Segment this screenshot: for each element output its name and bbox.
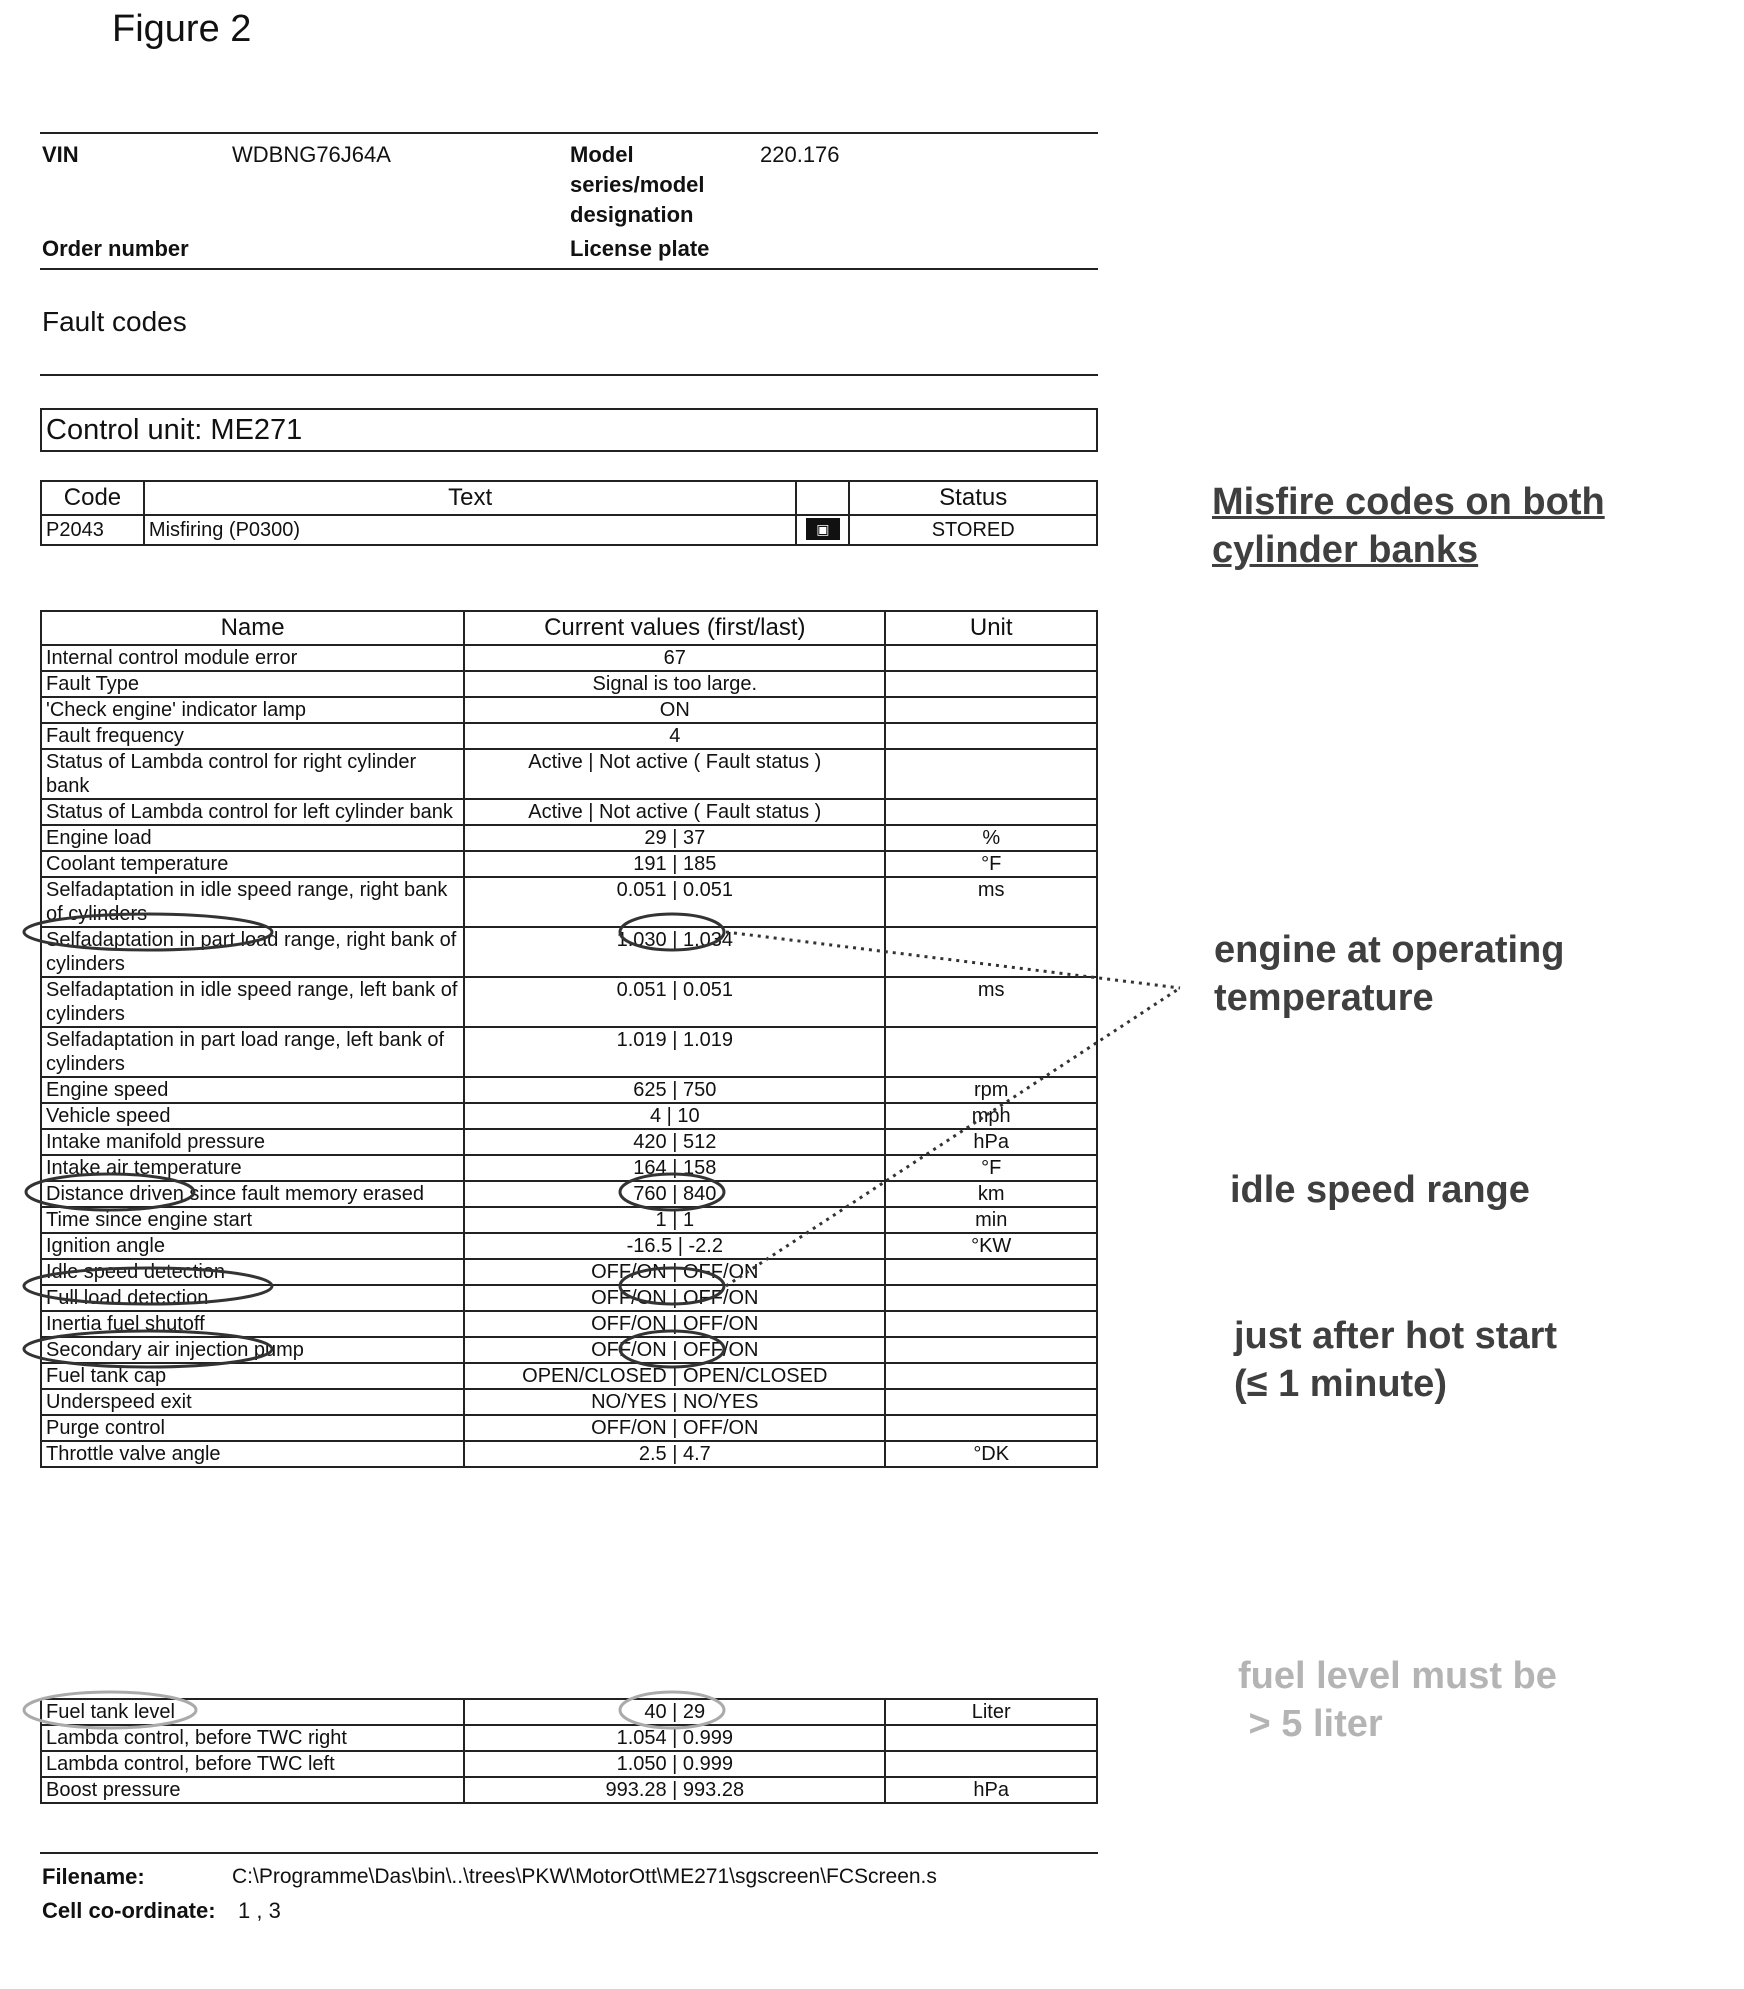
name-cell-intake-manifold-pressure: Intake manifold pressure — [41, 1129, 464, 1155]
table-row — [41, 851, 1097, 877]
table-row — [41, 723, 1097, 749]
annotation-operating-temperature: engine at operating temperature — [1214, 929, 1565, 1019]
unit-cell-distance-driven-since-fault-memory-erased: km — [885, 1181, 1097, 1207]
unit-cell-throttle-valve-angle: °DK — [885, 1441, 1097, 1467]
value-cell-idle-speed-detection: OFF/ON | OFF/ON — [464, 1259, 885, 1285]
unit-cell-full-load-detection — [885, 1285, 1097, 1311]
name-cell-check-engine-indicator-lamp: 'Check engine' indicator lamp — [41, 697, 464, 723]
name-cell-intake-air-temperature: Intake air temperature — [41, 1155, 464, 1181]
name-cell-coolant-temperature: Coolant temperature — [41, 851, 464, 877]
fault-text: Misfiring (P0300) — [144, 515, 797, 545]
table-row — [41, 1441, 1097, 1467]
fault-codes-rule — [40, 374, 1098, 376]
header-bottom-rule — [40, 268, 1098, 270]
fault-codes-title: Fault codes — [42, 306, 187, 337]
current-values-table — [40, 610, 1098, 1468]
unit-cell-engine-speed: rpm — [885, 1077, 1097, 1103]
table-row — [41, 1285, 1097, 1311]
value-cell-check-engine-indicator-lamp: ON — [464, 697, 885, 723]
cell-coordinate-value: 1 , 3 — [238, 1898, 281, 1923]
unit-cell-fault-frequency — [885, 723, 1097, 749]
unit-cell-intake-air-temperature: °F — [885, 1155, 1097, 1181]
table-row — [41, 1777, 1097, 1803]
value-cell-full-load-detection: OFF/ON | OFF/ON — [464, 1285, 885, 1311]
table-row — [41, 799, 1097, 825]
name-cell-status-of-lambda-control-for-left-cylinder-bank: Status of Lambda control for left cylinder bank — [41, 799, 464, 825]
value-cell-secondary-air-injection-pump: OFF/ON | OFF/ON — [464, 1337, 885, 1363]
annotation-hot-start: just after hot start (≤ 1 minute) — [1234, 1315, 1558, 1405]
unit-cell-lambda-control-before-twc-left — [885, 1751, 1097, 1777]
table-row — [41, 825, 1097, 851]
values-header: Current values (first/last) — [464, 611, 885, 645]
name-cell-time-since-engine-start: Time since engine start — [41, 1207, 464, 1233]
value-cell-fuel-tank-cap: OPEN/CLOSED | OPEN/CLOSED — [464, 1363, 885, 1389]
unit-cell-intake-manifold-pressure: hPa — [885, 1129, 1097, 1155]
value-cell-lambda-control-before-twc-left: 1.050 | 0.999 — [464, 1751, 885, 1777]
table-row — [41, 1311, 1097, 1337]
vin-label: VIN — [42, 142, 79, 167]
control-unit-box: Control unit: ME271 — [40, 408, 1098, 452]
value-cell-intake-manifold-pressure: 420 | 512 — [464, 1129, 885, 1155]
name-cell-boost-pressure: Boost pressure — [41, 1777, 464, 1803]
unit-cell-fault-type — [885, 671, 1097, 697]
unit-cell-time-since-engine-start: min — [885, 1207, 1097, 1233]
value-cell-selfadaptation-in-idle-speed-range-left-bank-of-cylinders: 0.051 | 0.051 — [464, 977, 885, 1027]
filename-label: Filename: — [42, 1864, 145, 1889]
model-value: 220.176 — [760, 142, 840, 167]
annotation-misfire: Misfire codes on both cylinder banks — [1212, 481, 1605, 571]
table-row — [41, 1155, 1097, 1181]
value-cell-selfadaptation-in-idle-speed-range-right-bank-of-cylinders: 0.051 | 0.051 — [464, 877, 885, 927]
table-row — [41, 1337, 1097, 1363]
unit-cell-fuel-tank-level: Liter — [885, 1699, 1097, 1725]
name-cell-inertia-fuel-shutoff: Inertia fuel shutoff — [41, 1311, 464, 1337]
value-cell-ignition-angle: -16.5 | -2.2 — [464, 1233, 885, 1259]
value-cell-intake-air-temperature: 164 | 158 — [464, 1155, 885, 1181]
name-cell-engine-load: Engine load — [41, 825, 464, 851]
value-cell-engine-speed: 625 | 750 — [464, 1077, 885, 1103]
table-row — [41, 1181, 1097, 1207]
unit-cell-lambda-control-before-twc-right — [885, 1725, 1097, 1751]
unit-cell-vehicle-speed: mph — [885, 1103, 1097, 1129]
code-header: Code — [41, 481, 144, 515]
name-cell-selfadaptation-in-part-load-range-right-bank-of-cylinders: Selfadaptation in part load range, right bank of cylinders — [41, 927, 464, 977]
unit-cell-coolant-temperature: °F — [885, 851, 1097, 877]
name-header: Name — [41, 611, 464, 645]
name-cell-selfadaptation-in-part-load-range-left-bank-of-cylinders: Selfadaptation in part load range, left bank of cylinders — [41, 1027, 464, 1077]
value-cell-status-of-lambda-control-for-left-cylinder-bank: Active | Not active ( Fault status ) — [464, 799, 885, 825]
value-cell-throttle-valve-angle: 2.5 | 4.7 — [464, 1441, 885, 1467]
value-cell-fault-frequency: 4 — [464, 723, 885, 749]
name-cell-full-load-detection: Full load detection — [41, 1285, 464, 1311]
value-cell-engine-load: 29 | 37 — [464, 825, 885, 851]
unit-cell-ignition-angle: °KW — [885, 1233, 1097, 1259]
name-cell-lambda-control-before-twc-right: Lambda control, before TWC right — [41, 1725, 464, 1751]
model-label: Model series/model designation — [570, 142, 705, 227]
table-row — [41, 1259, 1097, 1285]
unit-cell-idle-speed-detection — [885, 1259, 1097, 1285]
unit-cell-underspeed-exit — [885, 1389, 1097, 1415]
flag-cell — [796, 515, 849, 545]
additional-values-table — [40, 1698, 1098, 1804]
icon-header — [796, 481, 849, 515]
table-row — [41, 749, 1097, 799]
table-row — [41, 1233, 1097, 1259]
flag-icon: ▣ — [806, 518, 840, 540]
name-cell-vehicle-speed: Vehicle speed — [41, 1103, 464, 1129]
text-header: Text — [144, 481, 797, 515]
value-cell-lambda-control-before-twc-right: 1.054 | 0.999 — [464, 1725, 885, 1751]
table-row — [41, 1699, 1097, 1725]
unit-cell-boost-pressure: hPa — [885, 1777, 1097, 1803]
value-cell-coolant-temperature: 191 | 185 — [464, 851, 885, 877]
annotation-idle-speed: idle speed range — [1230, 1169, 1530, 1211]
table-row — [41, 645, 1097, 671]
header-top-rule — [40, 132, 1098, 134]
table-row — [41, 515, 1097, 545]
unit-cell-inertia-fuel-shutoff — [885, 1311, 1097, 1337]
name-cell-fuel-tank-cap: Fuel tank cap — [41, 1363, 464, 1389]
name-cell-distance-driven-since-fault-memory-erased: Distance driven since fault memory erased — [41, 1181, 464, 1207]
name-cell-underspeed-exit: Underspeed exit — [41, 1389, 464, 1415]
unit-cell-purge-control — [885, 1415, 1097, 1441]
unit-cell-check-engine-indicator-lamp — [885, 697, 1097, 723]
vin-value: WDBNG76J64A — [232, 142, 391, 167]
name-cell-selfadaptation-in-idle-speed-range-right-bank-of-cylinders: Selfadaptation in idle speed range, right bank of cylinders — [41, 877, 464, 927]
value-cell-selfadaptation-in-part-load-range-left-bank-of-cylinders: 1.019 | 1.019 — [464, 1027, 885, 1077]
name-cell-secondary-air-injection-pump: Secondary air injection pump — [41, 1337, 464, 1363]
unit-cell-engine-load: % — [885, 825, 1097, 851]
license-plate-label: License plate — [570, 236, 710, 261]
value-cell-status-of-lambda-control-for-right-cylinder-bank: Active | Not active ( Fault status ) — [464, 749, 885, 799]
value-cell-vehicle-speed: 4 | 10 — [464, 1103, 885, 1129]
name-cell-throttle-valve-angle: Throttle valve angle — [41, 1441, 464, 1467]
value-cell-internal-control-module-error: 67 — [464, 645, 885, 671]
unit-cell-selfadaptation-in-part-load-range-right-bank-of-cylinders — [885, 927, 1097, 977]
value-cell-fault-type: Signal is too large. — [464, 671, 885, 697]
unit-cell-selfadaptation-in-idle-speed-range-left-bank-of-cylinders: ms — [885, 977, 1097, 1027]
table-row — [41, 1363, 1097, 1389]
table-row — [41, 1207, 1097, 1233]
value-cell-boost-pressure: 993.28 | 993.28 — [464, 1777, 885, 1803]
table-row — [41, 927, 1097, 977]
annotation-fuel-level: fuel level must be > 5 liter — [1238, 1655, 1557, 1745]
order-number-label: Order number — [42, 236, 189, 261]
name-cell-purge-control: Purge control — [41, 1415, 464, 1441]
unit-cell-internal-control-module-error — [885, 645, 1097, 671]
table-row — [41, 1415, 1097, 1441]
fault-status: STORED — [849, 515, 1097, 545]
table-row — [41, 1129, 1097, 1155]
table-row — [41, 1027, 1097, 1077]
table-row — [41, 697, 1097, 723]
value-cell-time-since-engine-start: 1 | 1 — [464, 1207, 885, 1233]
name-cell-selfadaptation-in-idle-speed-range-left-bank-of-cylinders: Selfadaptation in idle speed range, left bank of cylinders — [41, 977, 464, 1027]
unit-cell-status-of-lambda-control-for-left-cylinder-bank — [885, 799, 1097, 825]
name-cell-idle-speed-detection: Idle speed detection — [41, 1259, 464, 1285]
unit-header: Unit — [885, 611, 1097, 645]
unit-cell-fuel-tank-cap — [885, 1363, 1097, 1389]
figure-title: Figure 2 — [112, 8, 252, 50]
value-cell-distance-driven-since-fault-memory-erased: 760 | 840 — [464, 1181, 885, 1207]
value-cell-selfadaptation-in-part-load-range-right-bank-of-cylinders: 1.030 | 1.034 — [464, 927, 885, 977]
table-row — [41, 671, 1097, 697]
unit-cell-selfadaptation-in-idle-speed-range-right-bank-of-cylinders: ms — [885, 877, 1097, 927]
name-cell-ignition-angle: Ignition angle — [41, 1233, 464, 1259]
name-cell-fuel-tank-level: Fuel tank level — [41, 1699, 464, 1725]
table-row — [41, 1725, 1097, 1751]
unit-cell-secondary-air-injection-pump — [885, 1337, 1097, 1363]
unit-cell-selfadaptation-in-part-load-range-left-bank-of-cylinders — [885, 1027, 1097, 1077]
value-cell-underspeed-exit: NO/YES | NO/YES — [464, 1389, 885, 1415]
cell-coordinate-label: Cell co-ordinate: — [42, 1898, 216, 1923]
value-cell-purge-control: OFF/ON | OFF/ON — [464, 1415, 885, 1441]
status-header: Status — [849, 481, 1097, 515]
fault-code: P2043 — [41, 515, 144, 545]
filename-value: C:\Programme\Das\bin\..\trees\PKW\MotorOtt\ME271\sgscreen\FCScreen.s — [232, 1865, 937, 1888]
name-cell-internal-control-module-error: Internal control module error — [41, 645, 464, 671]
table-row — [41, 1751, 1097, 1777]
table-row — [41, 1103, 1097, 1129]
name-cell-status-of-lambda-control-for-right-cylinder-bank: Status of Lambda control for right cylinder bank — [41, 749, 464, 799]
name-cell-engine-speed: Engine speed — [41, 1077, 464, 1103]
name-cell-lambda-control-before-twc-left: Lambda control, before TWC left — [41, 1751, 464, 1777]
table-row — [41, 877, 1097, 927]
table-row — [41, 1077, 1097, 1103]
table-row — [41, 1389, 1097, 1415]
value-cell-inertia-fuel-shutoff: OFF/ON | OFF/ON — [464, 1311, 885, 1337]
name-cell-fault-type: Fault Type — [41, 671, 464, 697]
footer-rule — [40, 1852, 1098, 1854]
table-row — [41, 977, 1097, 1027]
unit-cell-status-of-lambda-control-for-right-cylinder-bank — [885, 749, 1097, 799]
name-cell-fault-frequency: Fault frequency — [41, 723, 464, 749]
value-cell-fuel-tank-level: 40 | 29 — [464, 1699, 885, 1725]
fault-codes-table — [40, 480, 1098, 546]
